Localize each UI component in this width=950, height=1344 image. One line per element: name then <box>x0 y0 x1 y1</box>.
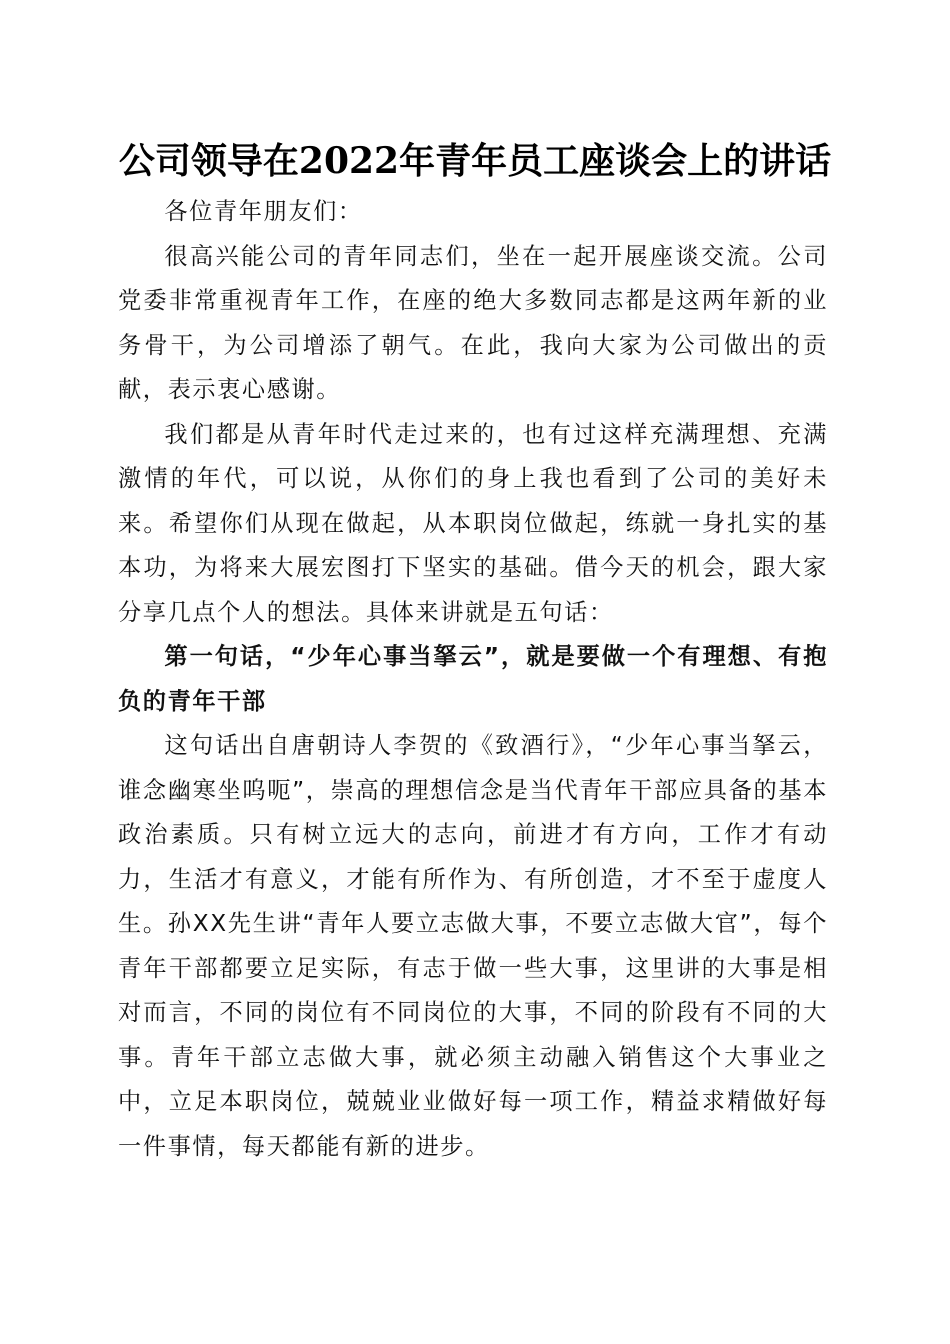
document-body <box>118 190 828 1169</box>
body-paragraph: 我们都是从青年时代走过来的，也有过这样充满理想、充满激情的年代，可以说，从你们的身上我也看到了公司的美好未来。希望你们从现在做起，从本职岗位做起，练就一身扎实的基本功，为将来大展宏图打下坚实的基础。借今天的机会，跟大家分享几点个人的想法。具体来讲就是五句话： <box>118 420 828 626</box>
greeting-paragraph: 各位青年朋友们： <box>164 198 363 225</box>
body-paragraph: 很高兴能公司的青年同志们，坐在一起开展座谈交流。公司党委非常重视青年工作，在座的绝大多数同志都是这两年新的业务骨干，为公司增添了朝气。在此，我向大家为公司做出的贡献，表示衷心感谢。 <box>118 242 828 403</box>
section-heading: 第一句话，“少年心事当拏云”，就是要做一个有理想、有抱负的青年干部 <box>118 643 828 715</box>
document-title: 公司领导在2022年青年员工座谈会上的讲话 <box>118 140 832 182</box>
body-paragraph: 这句话出自唐朝诗人李贺的《致酒行》，“少年心事当拏云，谁念幽寒坐呜呃”，崇高的理想信念是当代青年干部应具备的基本政治素质。只有树立远大的志向，前进才有方向，工作才有动力，生活才有意义，才能有所作为、有所创造，才不至于虚度人生。孙XX先生讲“青年人要立志做大事，不要立志做大官”，每个青年干部都要立足实际，有志于做一些大事，这里讲的大事是相对而言，不同的岗位有不同岗位的大事，不同的阶段有不同的大事。青年干部立志做大事，就必须主动融入销售这个大事业之中，立足本职岗位，兢兢业业做好每一项工作，精益求精做好每一件事情，每天都能有新的进步。 <box>118 732 828 1160</box>
